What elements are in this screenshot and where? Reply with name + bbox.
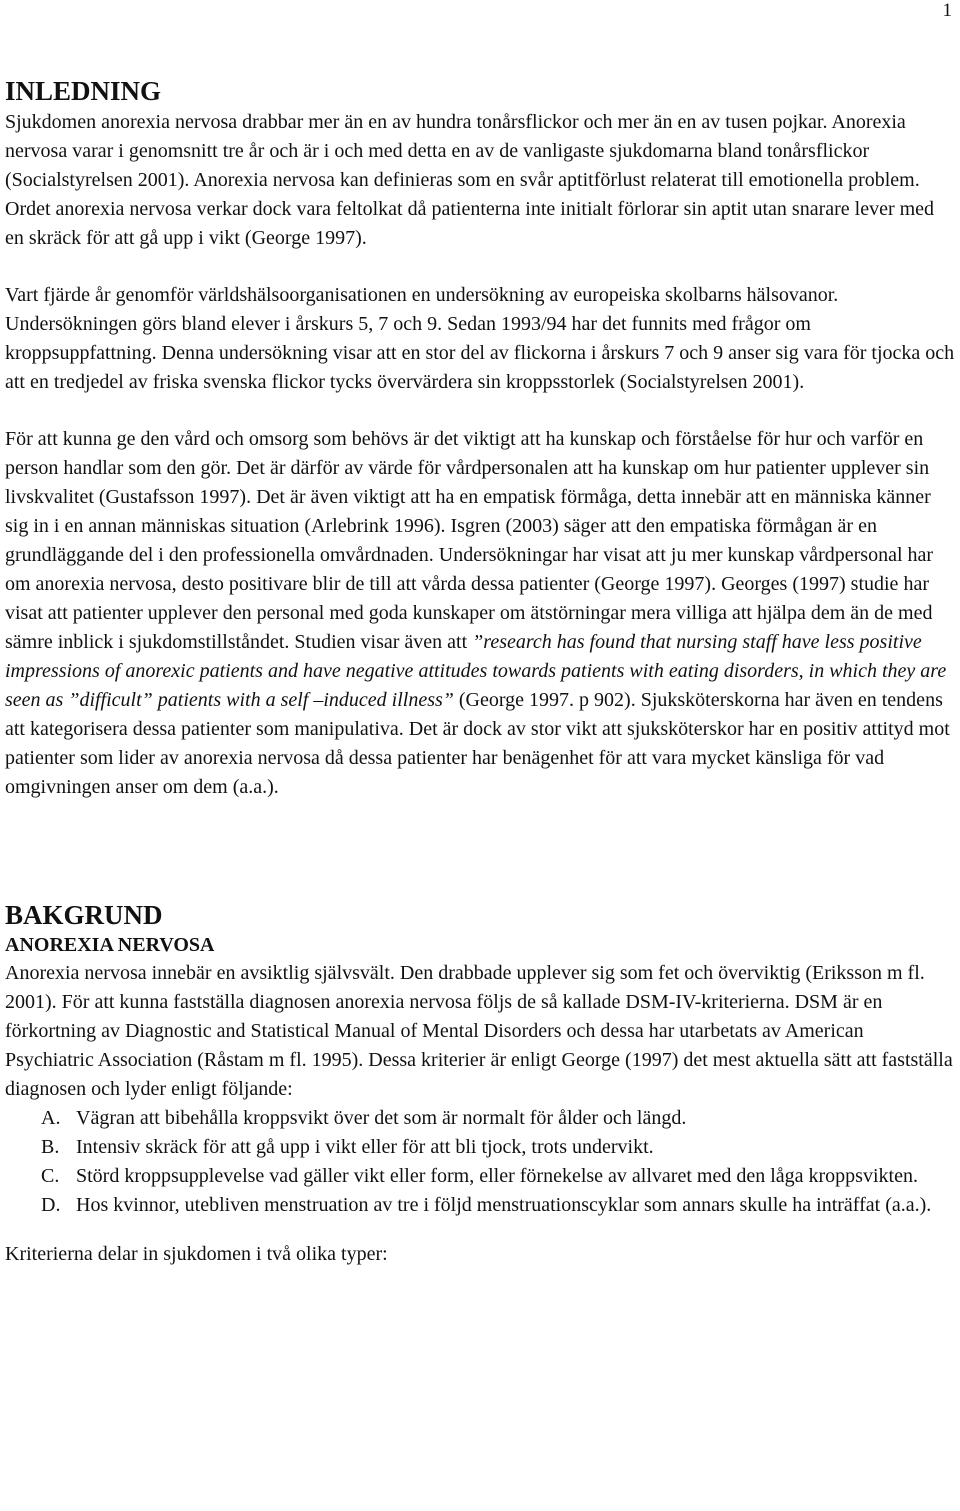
criterion-letter: B. xyxy=(41,1136,60,1158)
page-number: 1 xyxy=(942,0,952,21)
background-paragraph-1: Anorexia nervosa innebär en avsiktlig självsvält. Den drabbade upplever sig som fet och överviktig (Eriksson m fl. 2001). För att kunna fastställa diagnosen anorexia nervosa följs de så kallade DSM-IV-kriterierna. DSM är en förkortning av Diagnostic and Statistical Manual of Mental Disorders och dessa har utarbetats av American Psychiatric Association (Råstam m fl. 1995). Dessa kriterier är enligt George (1997) det mest aktuella sätt att fastställa diagnosen och lyder enligt följande: xyxy=(5,962,953,1100)
criterion-letter: C. xyxy=(41,1165,60,1187)
section-gap xyxy=(5,802,955,898)
criterion-text: Intensiv skräck för att gå upp i vikt eller för att bli tjock, trots undervikt. xyxy=(76,1136,654,1158)
background-paragraph-2: Kriterierna delar in sjukdomen i två olika typer: xyxy=(5,1243,388,1265)
criterion-letter: A. xyxy=(41,1107,61,1129)
criterion-a xyxy=(5,1104,955,1133)
criterion-letter: D. xyxy=(41,1194,61,1216)
paragraph-gap xyxy=(5,397,955,425)
criterion-text: Vägran att bibehålla kroppsvikt över det som är normalt för ålder och längd. xyxy=(76,1107,687,1129)
criterion-d xyxy=(5,1191,955,1220)
intro-paragraph-3 xyxy=(5,425,955,802)
criterion-b xyxy=(5,1133,955,1162)
paragraph-gap xyxy=(5,253,955,281)
intro-paragraph-2: Vart fjärde år genomför världshälsoorganisationen en undersökning av europeiska skolbarns hälsovanor. Undersökningen görs bland elever i årskurs 5, 7 och 9. Sedan 1993/94 har det funnits med frågor om kroppsuppfattning. Denna undersökning visar att en stor del av flickorna i årskurs 7 och 9 anser sig vara för tjocka och att en tredjedel av friska svenska flickor tycks övervärdera sin kroppsstorlek (Socialstyrelsen 2001). xyxy=(5,284,955,393)
intro-paragraph-1: Sjukdomen anorexia nervosa drabbar mer än en av hundra tonårsflickor och mer än en av tusen pojkar. Anorexia nervosa varar i genomsnitt tre år och är i och med detta en av de vanligaste sjukdomarna bland tonårsflickor (Socialstyrelsen 2001). Anorexia nervosa kan definieras som en svår aptitförlust relaterat till emotionella problem. Ordet anorexia nervosa verkar dock vara feltolkat då patienterna inte initialt förlorar sin aptit utan snarare lever med en skräck för att gå upp i vikt (George 1997). xyxy=(5,111,935,249)
document-body xyxy=(5,74,955,1269)
heading-inledning: INLEDNING xyxy=(5,76,162,106)
george-quote: ”research has found that nursing staff have less positive impressions of anorexic patients and have negative attitudes towards patients with eating disorders, in which they are seen as ”difficult” patients with a self –induced illness” xyxy=(5,631,947,711)
criterion-c xyxy=(5,1162,955,1191)
subheading-anorexia-nervosa: ANOREXIA NERVOSA xyxy=(5,934,215,956)
paragraph-gap xyxy=(5,1220,955,1240)
intro-paragraph-3-end: (George 1997. p 902). Sjuksköterskorna har även en tendens att kategorisera dessa patienter som manipulativa. Det är dock av stor vikt att sjuksköterskor har en positiv attityd mot patienter som lider av anorexia nervosa då dessa patienter har benägenhet för att vara mycket känsliga för vad omgivningen anser om dem (a.a.). xyxy=(5,689,950,798)
criterion-text: Hos kvinnor, utebliven menstruation av tre i följd menstruationscyklar som annars skulle ha inträffat (a.a.). xyxy=(76,1194,932,1216)
heading-bakgrund: BAKGRUND xyxy=(5,900,163,930)
intro-paragraph-3-start: För att kunna ge den vård och omsorg som behövs är det viktigt att ha kunskap och förståelse för hur och varför en person handlar som den gör. Det är därför av värde för vårdpersonalen att ha kunskap om hur patienter upplever sin livskvalitet (Gustafsson 1997). Det är även viktigt att ha en empatisk förmåga, detta innebär att en människa känner sig in i en annan människas situation (Arlebrink 1996). Isgren (2003) säger att den empatiska förmågan är en grundläggande del i den professionella omvårdnaden. Undersökningar har visat att ju mer kunskap vårdpersonal har om anorexia nervosa, desto positivare blir de till att vårda dessa patienter (George 1997). Georges (1997) studie har visat att patienter upplever den personal med goda kunskaper om ätstörningar mera villiga att hjälpa dem än de med sämre inblick i sjukdomstillståndet. Studien visar även att xyxy=(5,428,934,653)
criterion-text: Störd kroppsupplevelse vad gäller vikt eller form, eller förnekelse av allvaret med den låga kroppsvikten. xyxy=(76,1165,918,1187)
dsm-criteria-list xyxy=(5,1104,955,1220)
